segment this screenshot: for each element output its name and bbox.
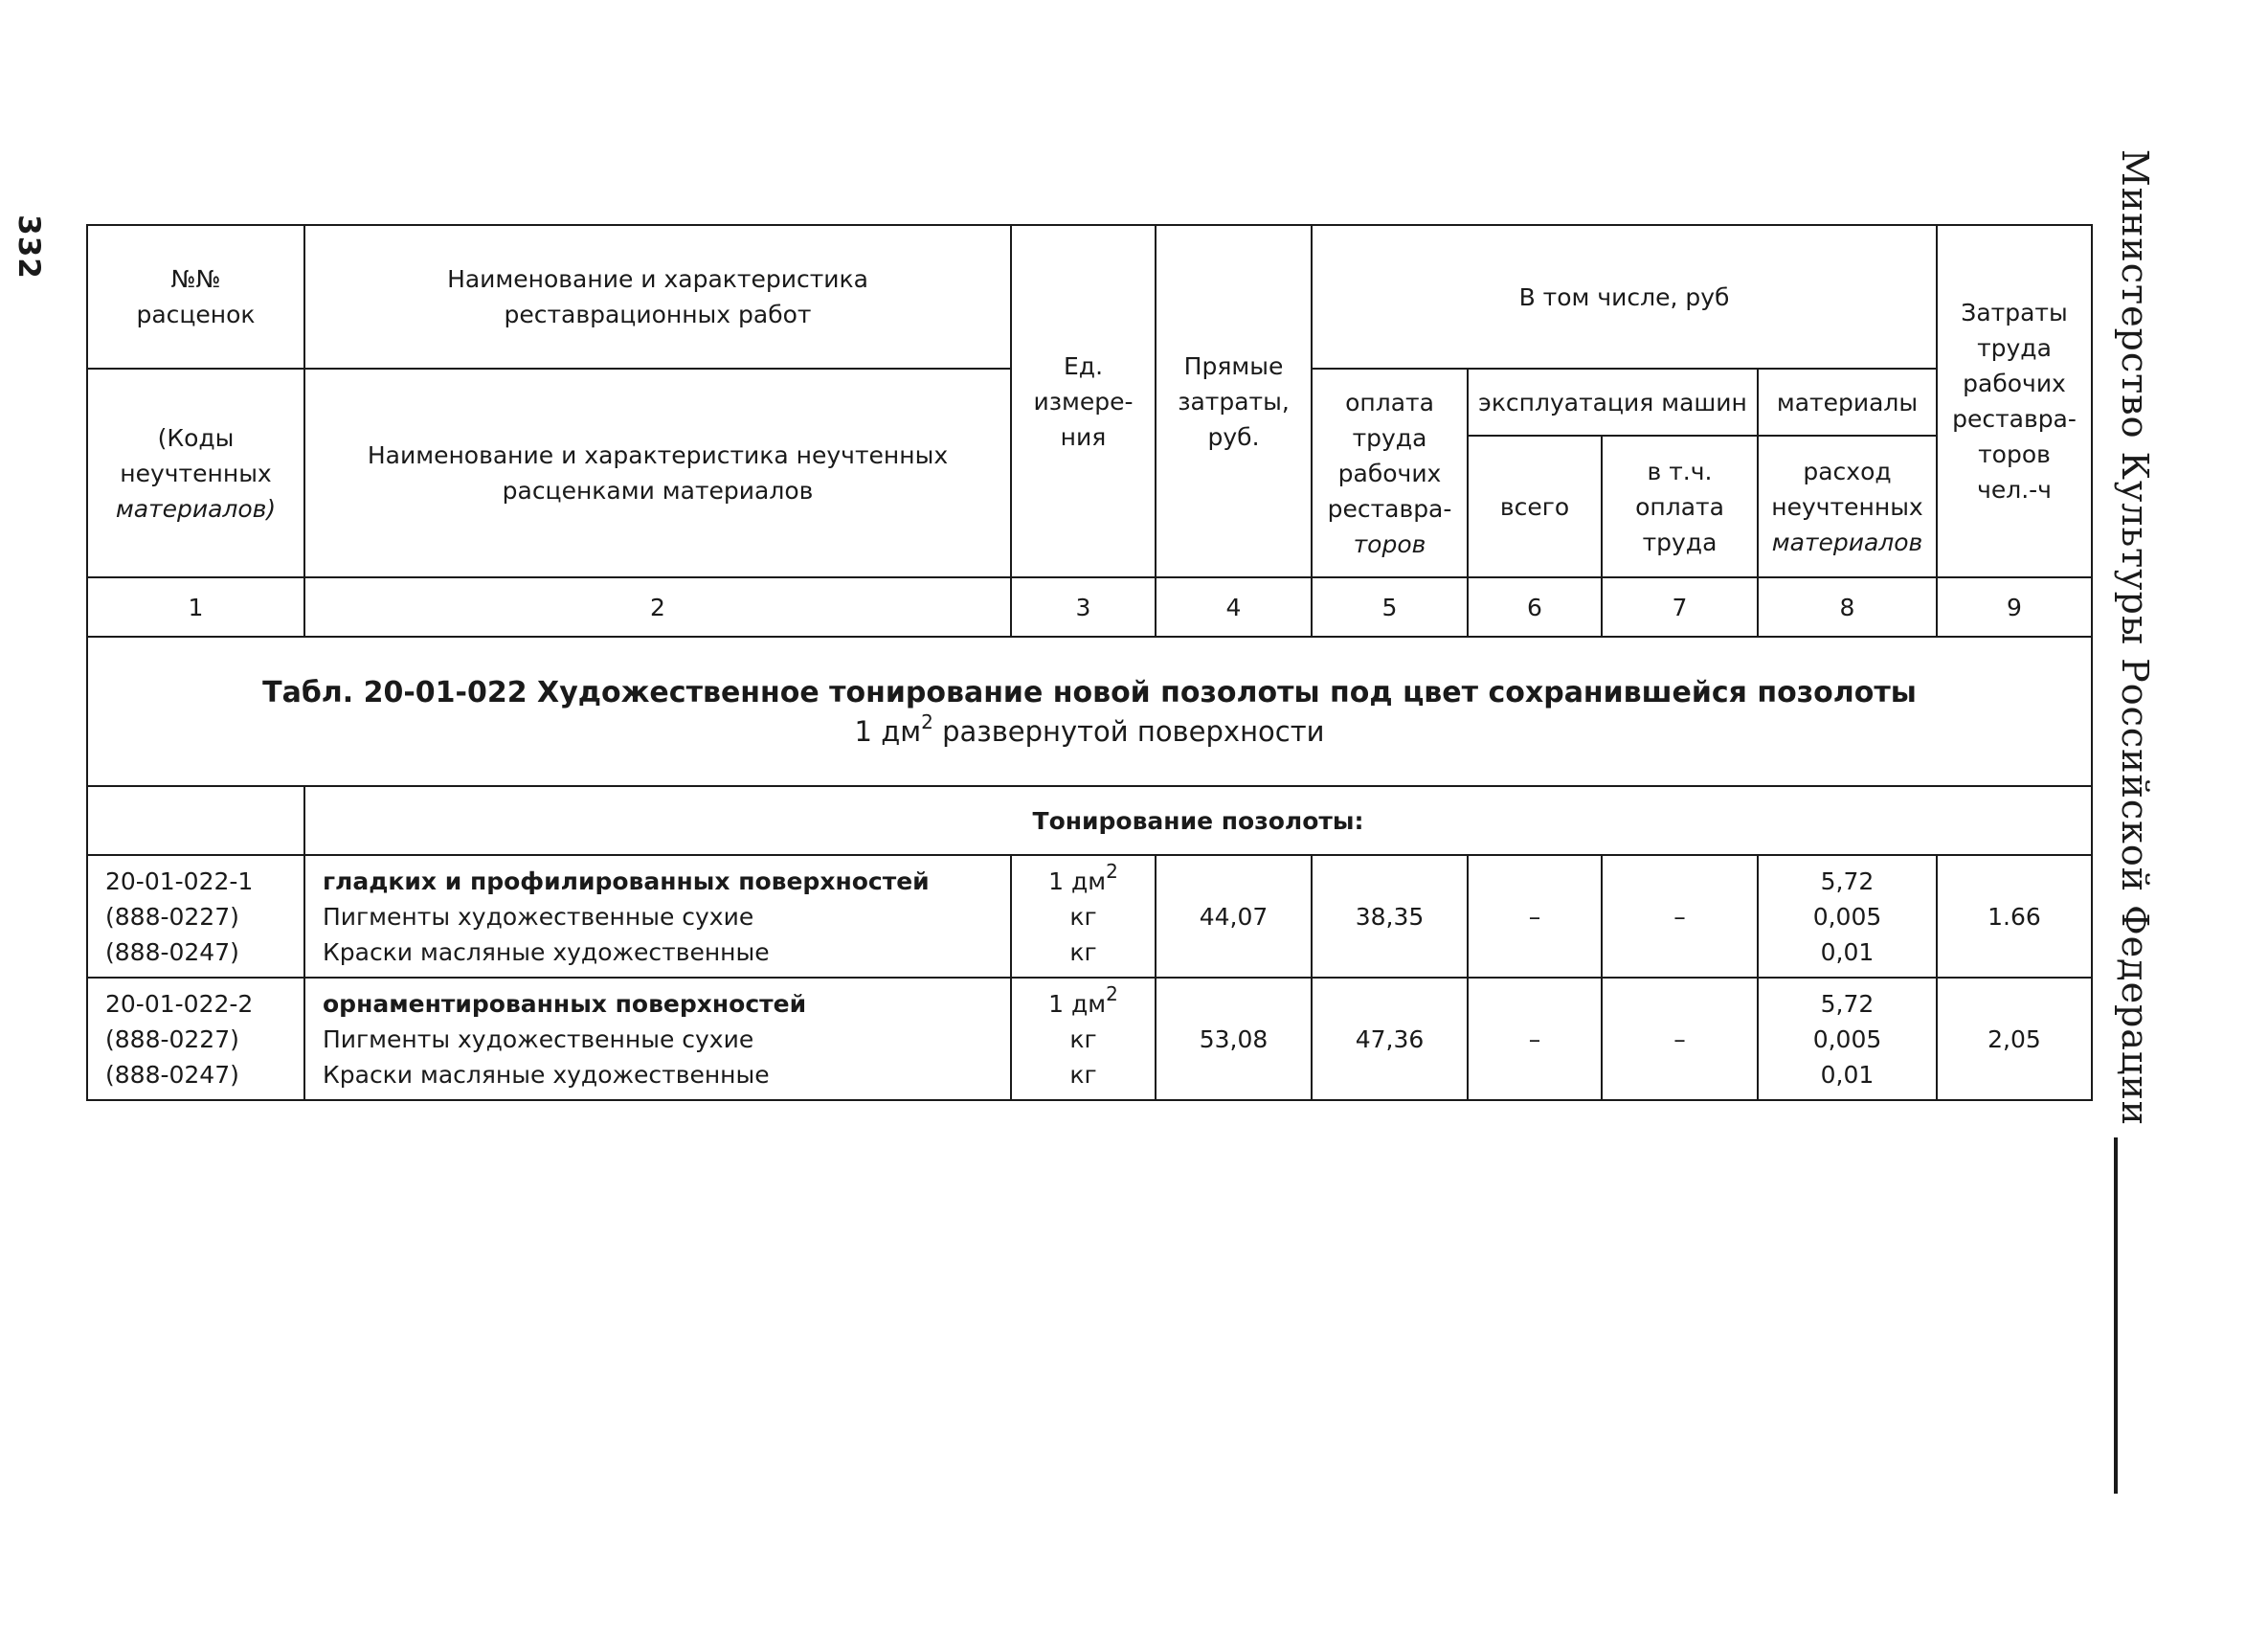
running-header: Министерство Культуры Российской Федерации	[2114, 148, 2157, 1127]
column-number: 6	[1468, 577, 1602, 637]
machines-total: –	[1468, 978, 1602, 1100]
page-number: 332	[11, 214, 46, 280]
header-labor-hours: Затраты труда рабочих реставра- торов чел.-ч	[1937, 225, 2092, 577]
labor-pay: 47,36	[1312, 978, 1468, 1100]
work-description: гладких и профилированных поверхностей Пигменты художественные сухие Краски масляные художественные	[304, 855, 1011, 978]
header-material-codes: (Коды неучтенных материалов)	[87, 369, 304, 577]
group-label: Тонирование позолоты:	[304, 786, 2092, 855]
table-caption-title: Табл. 20-01-022 Художественное тонирование новой позолоты под цвет сохранившейся позолоты	[262, 676, 1917, 709]
materials-values: 5,72 0,005 0,01	[1758, 855, 1937, 978]
table-row	[87, 978, 2092, 1100]
column-numbers-row	[87, 577, 2092, 637]
table-row	[87, 855, 2092, 978]
rates-table	[86, 224, 2093, 1101]
work-description: орнаментированных поверхностей Пигменты художественные сухие Краски масляные художественные	[304, 978, 1011, 1100]
header-machines-total: всего	[1468, 436, 1602, 577]
header-labor-pay: оплата труда рабочих реставра- торов	[1312, 369, 1468, 577]
header-materials-usage: расход неучтенных материалов	[1758, 436, 1937, 577]
rate-codes: 20-01-022-1 (888-0227) (888-0247)	[87, 855, 304, 978]
table-caption	[87, 637, 2092, 786]
column-number: 8	[1758, 577, 1937, 637]
labor-pay: 38,35	[1312, 855, 1468, 978]
header-unit: Ед. измере- ния	[1011, 225, 1156, 577]
labor-hours: 2,05	[1937, 978, 2092, 1100]
rate-codes: 20-01-022-2 (888-0227) (888-0247)	[87, 978, 304, 1100]
header-direct-cost: Прямые затраты, руб.	[1156, 225, 1312, 577]
direct-cost: 53,08	[1156, 978, 1312, 1100]
column-number: 5	[1312, 577, 1468, 637]
header-machines: эксплуатация машин	[1468, 369, 1758, 436]
header-work-name: Наименование и характеристика реставрационных работ	[304, 225, 1011, 369]
header-group: В том числе, руб	[1312, 225, 1937, 369]
table-caption-unit: 1 $дм^2$ развернутой поверхности	[854, 710, 1325, 748]
header-materials: материалы	[1758, 369, 1937, 436]
column-number: 9	[1937, 577, 2092, 637]
column-number: 7	[1602, 577, 1758, 637]
direct-cost: 44,07	[1156, 855, 1312, 978]
header-material-name: Наименование и характеристика неучтенных расценками материалов	[304, 369, 1011, 577]
column-number: 3	[1011, 577, 1156, 637]
column-number: 4	[1156, 577, 1312, 637]
units: 1 $дм^2$ кг кг	[1011, 855, 1156, 978]
side-rule	[2114, 1137, 2118, 1494]
group-empty-cell	[87, 786, 304, 855]
machines-total: –	[1468, 855, 1602, 978]
column-number: 2	[304, 577, 1011, 637]
header-codes: №№ расценок	[87, 225, 304, 369]
materials-values: 5,72 0,005 0,01	[1758, 978, 1937, 1100]
units: 1 $дм^2$ кг кг	[1011, 978, 1156, 1100]
column-number: 1	[87, 577, 304, 637]
machines-labor: –	[1602, 978, 1758, 1100]
header-machines-labor: в т.ч. оплата труда	[1602, 436, 1758, 577]
labor-hours: 1.66	[1937, 855, 2092, 978]
machines-labor: –	[1602, 855, 1758, 978]
